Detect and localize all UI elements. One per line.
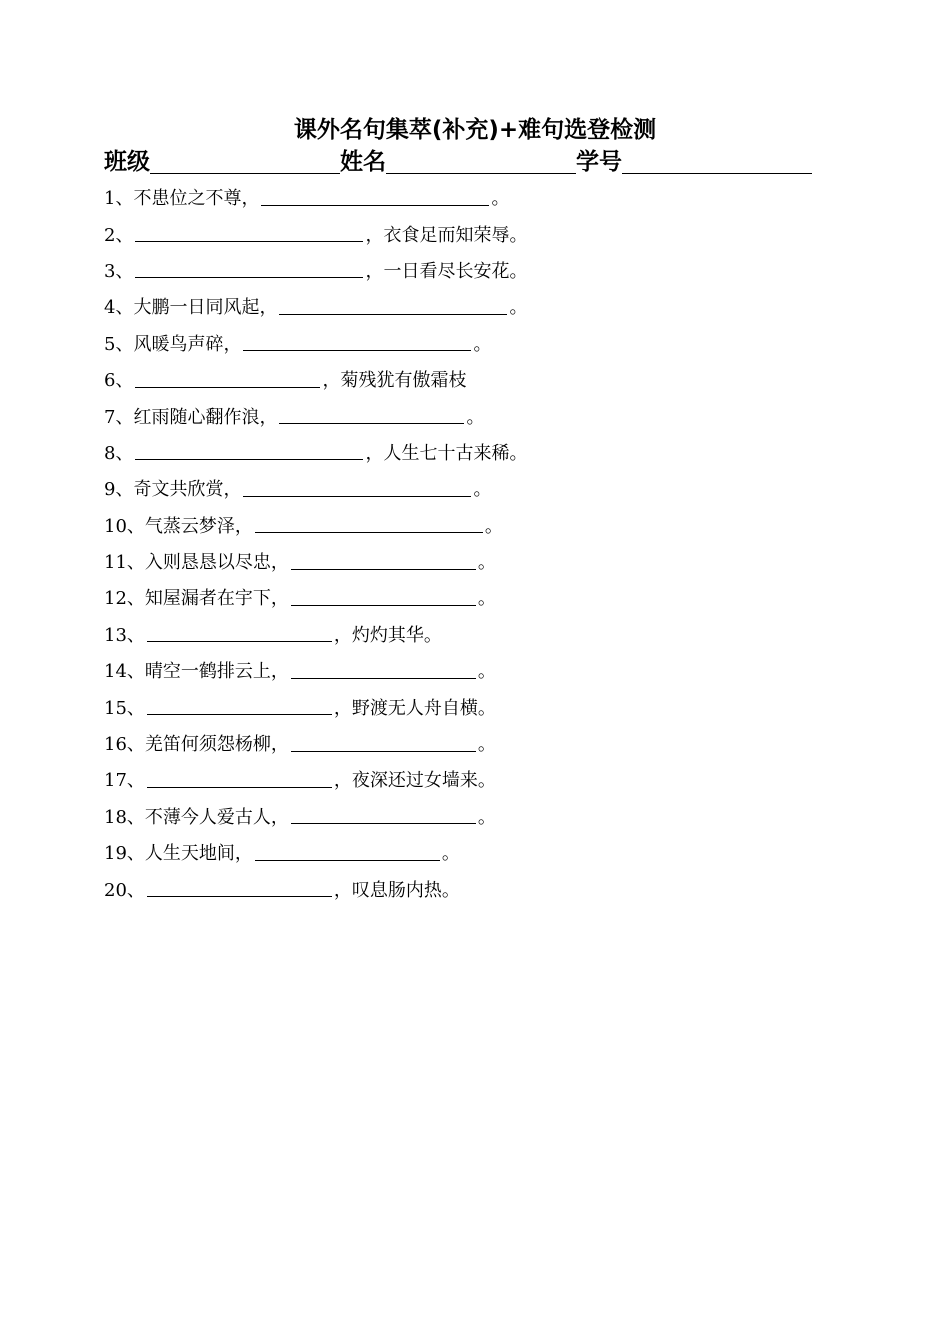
question-number: 18、 (104, 806, 145, 828)
answer-blank[interactable] (147, 878, 332, 897)
question-item (104, 725, 864, 761)
question-prompt-before: 风暖鸟声碎， (133, 333, 242, 355)
student-info-row (104, 144, 844, 178)
question-prompt-after: 。 (477, 552, 496, 574)
question-prompt-after: 。 (477, 734, 496, 756)
answer-blank[interactable] (291, 805, 476, 824)
question-number: 3、 (104, 260, 134, 282)
question-number: 11、 (104, 552, 145, 574)
question-prompt-after: 。 (466, 406, 485, 428)
question-prompt-after: 。 (477, 661, 496, 683)
name-blank[interactable] (386, 147, 576, 174)
question-prompt-after: ，夜深还过女墙来。 (333, 770, 496, 792)
question-prompt-after: ，叹息肠内热。 (333, 879, 460, 901)
question-prompt-after: ，衣食足而知荣辱。 (365, 224, 528, 246)
question-item (104, 288, 864, 324)
question-prompt-before: 气蒸云梦泽， (144, 515, 253, 537)
answer-blank[interactable] (243, 478, 471, 497)
answer-blank[interactable] (261, 187, 489, 206)
name-field (340, 146, 576, 178)
question-item (104, 507, 864, 543)
question-item (104, 179, 864, 215)
question-item (104, 616, 864, 652)
question-item (104, 470, 864, 506)
question-item (104, 325, 864, 361)
answer-blank[interactable] (291, 551, 476, 570)
question-number: 4、 (104, 297, 134, 319)
question-item (104, 361, 864, 397)
answer-blank[interactable] (243, 332, 471, 351)
answer-blank[interactable] (135, 369, 320, 388)
question-item (104, 397, 864, 433)
id-field (576, 146, 812, 178)
question-prompt-before: 奇文共欣赏， (133, 479, 242, 501)
question-prompt-after: 。 (473, 479, 492, 501)
question-item (104, 834, 864, 870)
question-item (104, 870, 864, 906)
id-blank[interactable] (622, 147, 812, 174)
question-item (104, 798, 864, 834)
question-number: 1、 (104, 188, 134, 210)
question-number: 15、 (104, 697, 145, 719)
answer-blank[interactable] (255, 842, 440, 861)
question-prompt-before: 知屋漏者在宇下， (144, 588, 289, 610)
question-number: 12、 (104, 588, 145, 610)
question-number: 16、 (104, 734, 145, 756)
id-label: 学号 (576, 149, 622, 175)
answer-blank[interactable] (135, 441, 363, 460)
question-number: 6、 (104, 370, 134, 392)
question-prompt-before: 不薄今人爱古人， (144, 806, 289, 828)
answer-blank[interactable] (147, 696, 332, 715)
question-prompt-before: 羌笛何须怨杨柳， (144, 734, 289, 756)
question-prompt-before: 大鹏一日同风起， (133, 297, 278, 319)
question-prompt-before: 入则恳恳以尽忠， (144, 552, 289, 574)
question-number: 20、 (104, 879, 145, 901)
question-prompt-after: 。 (509, 297, 528, 319)
question-number: 19、 (104, 843, 145, 865)
question-prompt-after: 。 (491, 188, 510, 210)
class-blank[interactable] (150, 147, 340, 174)
answer-blank[interactable] (291, 587, 476, 606)
answer-blank[interactable] (147, 623, 332, 642)
class-label: 班级 (104, 149, 150, 175)
question-prompt-after: ，菊残犹有傲霜枝 (322, 370, 467, 392)
question-number: 9、 (104, 479, 134, 501)
question-item (104, 252, 864, 288)
question-prompt-after: ，灼灼其华。 (333, 624, 442, 646)
name-label: 姓名 (340, 149, 386, 175)
question-prompt-before: 不患位之不尊， (133, 188, 260, 210)
question-prompt-after: ，一日看尽长安花。 (365, 260, 528, 282)
question-number: 7、 (104, 406, 134, 428)
question-list (104, 179, 864, 907)
question-item (104, 652, 864, 688)
question-item (104, 688, 864, 724)
question-item (104, 543, 864, 579)
question-prompt-after: 。 (441, 843, 460, 865)
question-number: 5、 (104, 333, 134, 355)
answer-blank[interactable] (291, 733, 476, 752)
question-number: 2、 (104, 224, 134, 246)
question-prompt-before: 红雨随心翻作浪， (133, 406, 278, 428)
question-item (104, 579, 864, 615)
question-number: 8、 (104, 442, 134, 464)
question-number: 17、 (104, 770, 145, 792)
answer-blank[interactable] (279, 405, 464, 424)
question-item (104, 761, 864, 797)
answer-blank[interactable] (291, 660, 476, 679)
answer-blank[interactable] (279, 296, 507, 315)
answer-blank[interactable] (135, 223, 363, 242)
question-prompt-after: 。 (477, 588, 496, 610)
question-item (104, 215, 864, 251)
question-number: 14、 (104, 661, 145, 683)
question-prompt-before: 晴空一鹤排云上， (144, 661, 289, 683)
question-number: 10、 (104, 515, 145, 537)
question-prompt-after: 。 (484, 515, 503, 537)
class-field (104, 146, 340, 178)
page-title: 课外名句集萃(补充)+难句选登检测 (293, 117, 657, 143)
question-prompt-after: 。 (473, 333, 492, 355)
answer-blank[interactable] (147, 769, 332, 788)
question-number: 13、 (104, 624, 145, 646)
answer-blank[interactable] (135, 259, 363, 278)
question-prompt-after: ，人生七十古来稀。 (365, 442, 528, 464)
question-prompt-after: 。 (477, 806, 496, 828)
question-prompt-before: 人生天地间， (144, 843, 253, 865)
answer-blank[interactable] (255, 514, 483, 533)
question-item (104, 434, 864, 470)
question-prompt-after: ，野渡无人舟自横。 (333, 697, 496, 719)
